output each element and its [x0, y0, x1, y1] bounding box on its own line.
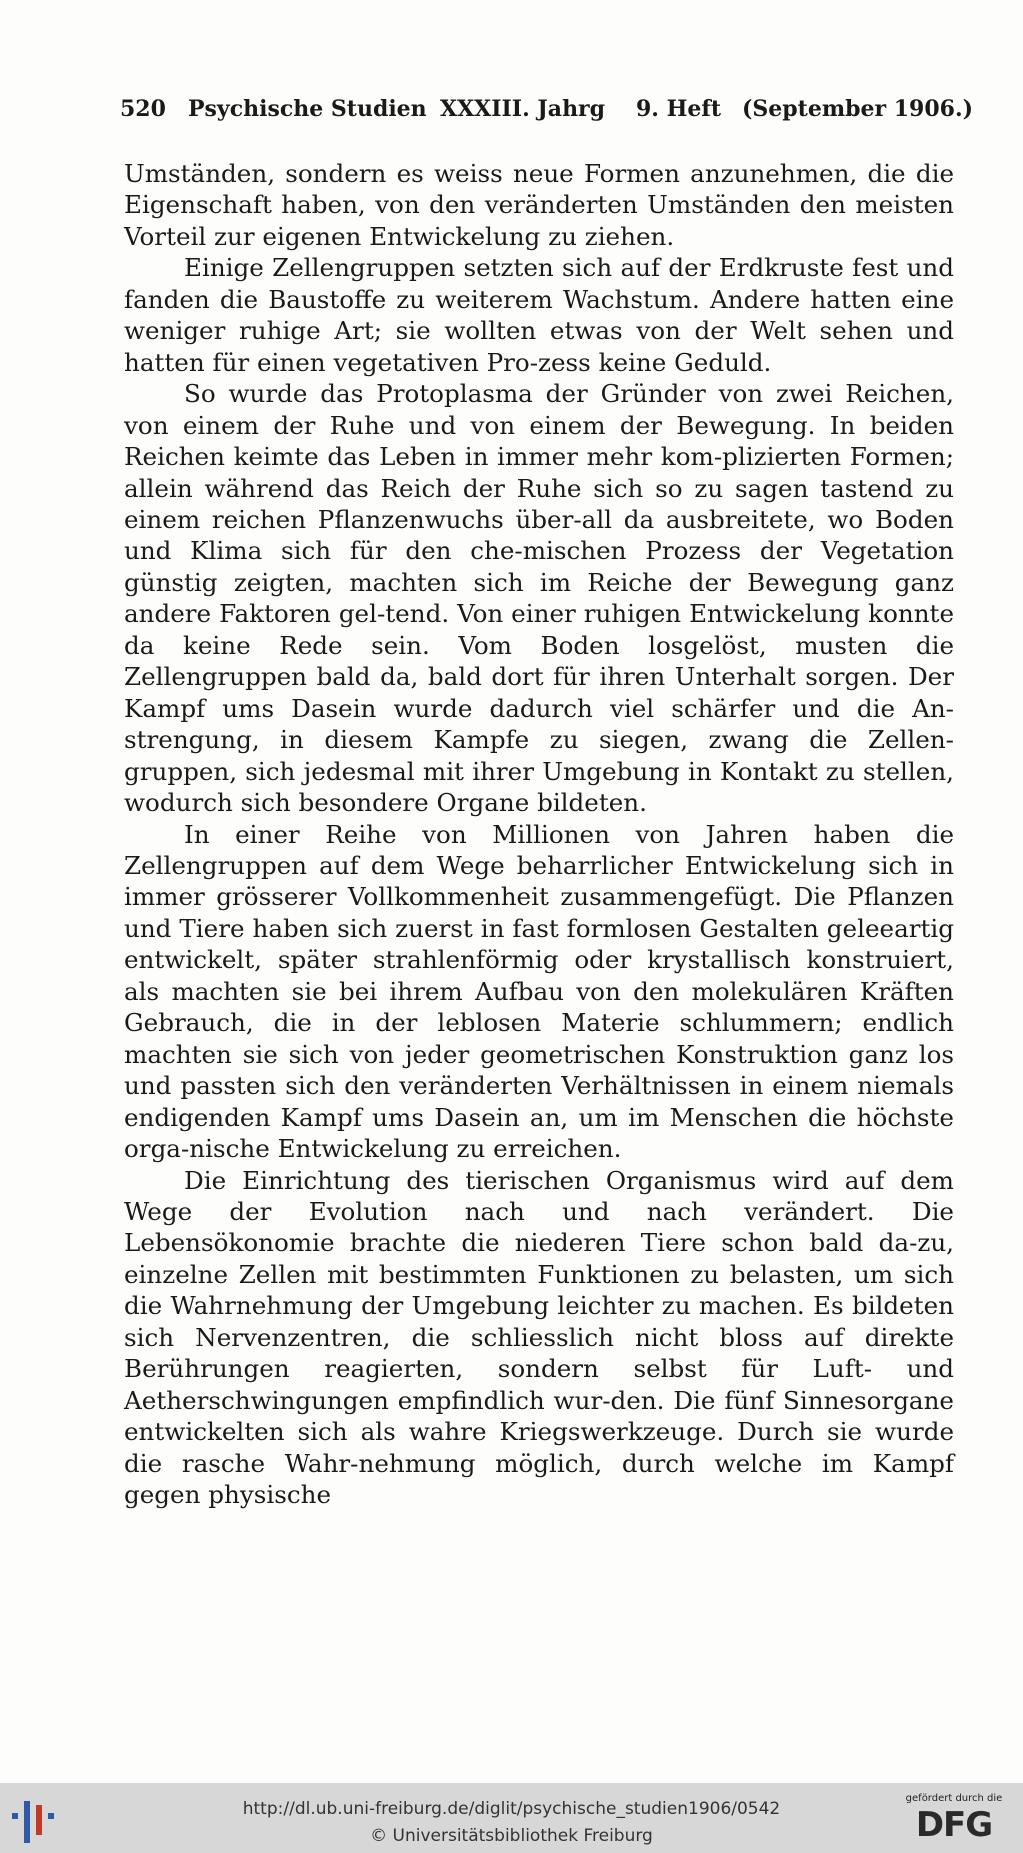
page-number: 520: [120, 96, 166, 122]
body-text: [124, 158, 954, 1510]
copyright-text: © Universitätsbibliothek Freiburg: [370, 1826, 653, 1846]
paragraph: Umständen, sondern es weiss neue Formen anzunehmen, die die Eigenschaft haben, von den veränderten Umständen den meisten Vorteil zur eigenen Entwickelung zu ziehen.: [124, 159, 954, 251]
journal-title: Psychische Studien: [188, 96, 427, 122]
viewer-footer: [0, 1783, 1023, 1853]
dfg-wordmark: DFG: [915, 1805, 993, 1845]
dfg-logo: [898, 1791, 1010, 1847]
paragraph: Die Einrichtung des tierischen Organismus wird auf dem Wege der Evolution nach und nach verändert. Die Lebensökonomie brachte die niederen Tiere schon bald da-zu, einzelne Zellen mit bestimmten Funktionen zu belasten, um sich die Wahrnehmung der Umgebung leichter zu machen. Es bildeten sich Nervenzentren, die schliesslich nicht bloss auf direkte Berührungen reagierten, sondern selbst für Luft- und Aetherschwingungen empfindlich wur-den. Die fünf Sinnesorgane entwickelten sich als wahre Kriegswerkzeuge. Durch sie wurde die rasche Wahr-nehmung möglich, durch welche im Kampf gegen physische: [124, 1165, 954, 1510]
sponsor-caption: gefördert durch die: [905, 1793, 1003, 1804]
paragraph: In einer Reihe von Millionen von Jahren haben die Zellengruppen auf dem Wege beharrlicher Entwickelung sich in immer grösserer Vollkommenheit zusammengefügt. Die Pflanzen und Tiere haben sich zuerst in fast formlosen Gestalten geleeartig entwickelt, später strahlenförmig oder krystallisch konstruiert, als machten sie bei ihrem Aufbau von den molekulären Kräften Gebrauch, die in der leblosen Materie schlummern; endlich machten sie sich von jeder geometrischen Konstruktion ganz los und passten sich den veränderten Verhältnissen in einem niemals endigenden Kampf ums Dasein an, um im Menschen die höchste orga-nische Entwickelung zu erreichen.: [124, 819, 954, 1164]
source-url-link[interactable]: http://dl.ub.uni-freiburg.de/diglit/psychische_studien1906/0542: [242, 1799, 781, 1819]
issue-label: 9. Heft: [636, 96, 722, 122]
issue-date: (September 1906.): [742, 96, 974, 122]
paragraph: Einige Zellengruppen setzten sich auf der Erdkruste fest und fanden die Baustoffe zu weiterem Wachstum. Andere hatten eine weniger ruhige Art; sie wollten etwas von der Welt sehen und hatten für einen vegetativen Pro-zess keine Geduld.: [124, 253, 954, 377]
volume-label: XXXIII. Jahrg: [440, 96, 606, 122]
paragraph: So wurde das Protoplasma der Gründer von zwei Reichen, von einem der Ruhe und von einem der Bewegung. In beiden Reichen keimte das Leben in immer mehr kom-plizierten Formen; allein während das Reich der Ruhe sich so zu sagen tastend zu einem reichen Pflanzenwuchs über-all da ausbreitete, wo Boden und Klima sich für den che-mischen Prozess der Vegetation günstig zeigten, machten sich im Reiche der Bewegung ganz andere Faktoren gel-tend. Von einer ruhigen Entwickelung konnte da keine Rede sein. Vom Boden losgelöst, musten die Zellengruppen bald da, bald dort für ihren Unterhalt sorgen. Der Kampf ums Dasein wurde dadurch viel schärfer und die An-strengung, in diesem Kampfe zu siegen, zwang die Zellen-gruppen, sich jedesmal mit ihrer Umgebung in Kontakt zu stellen, wodurch sich besondere Organe bildeten.: [124, 379, 954, 818]
running-header: [120, 92, 974, 132]
